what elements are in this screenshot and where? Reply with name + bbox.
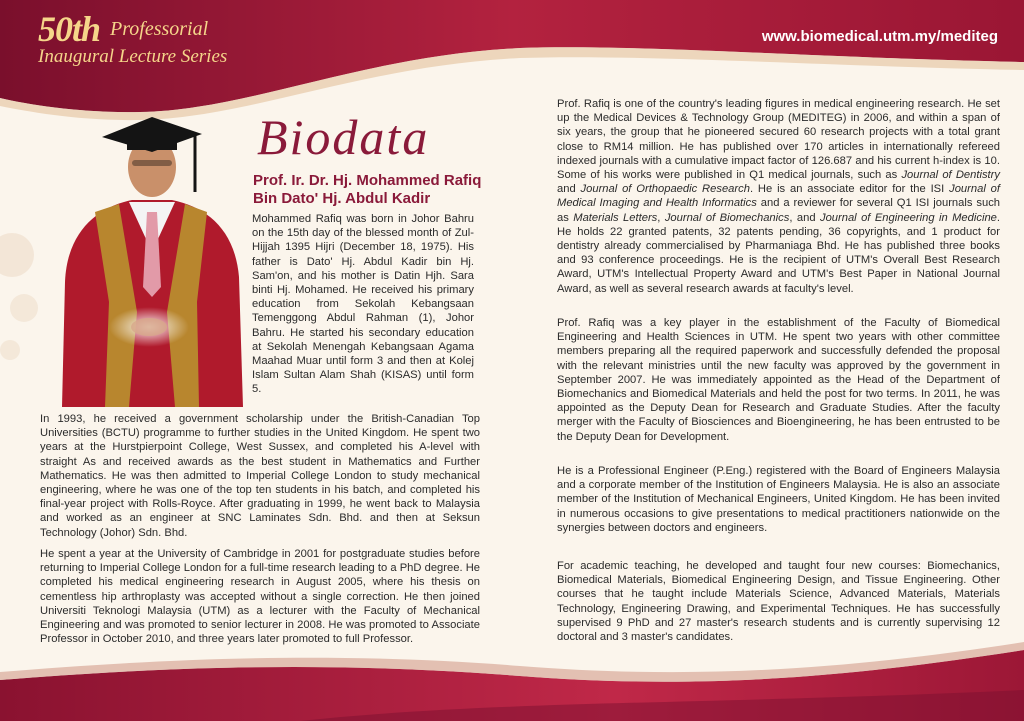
bio-paragraph-1: Mohammed Rafiq was born in Johor Bahru on the 15th day of the blessed month of Zul-Hijjah 1395 Hijri (December 18, 1975). His father is Dato' Hj. Abdul Kadir bin Hj. Sam'on, and his mother is Datin Hjh. Sara binti Hj. Mohamed. He received his primary education from Sekolah Kebangsaan Temenggong Abdul Rahman (1), Johor Bahru. He started his secondary education at Sekolah Menengah Kebangsaan Agama Maahad Muar until form 3 and then at Kolej Islam Sultan Alam Shah (KISAS) until form 5. <box>252 213 474 396</box>
bio-paragraph-4 <box>557 97 1000 296</box>
bio-paragraph-6: He is a Professional Engineer (P.Eng.) registered with the Board of Engineers Malaysia and a corporate member of the Institution of Engineers Malaysia. He is also an associate member of the Institution of Mechanical Engineers, United Kingdom. He has been invited in numerous occasions to give presentations to medical practitioners nationwide on the synergies between doctors and engineers. <box>557 465 1000 534</box>
p4-text-7: . He holds 22 granted patents, 32 patents pending, 36 copyrights, and 1 product for dentistry already commercialised by Pharmaniaga Bhd. He has published three books and 93 conference proceedings. He is the recipient of UTM's Overall Best Research Award, UTM's Intellectual Property Award and UTM's Best Paper in National Journal Award, as well as several research awards at faculty's level. <box>557 211 1000 295</box>
p4-text-3: . He is an associate editor for the ISI <box>749 183 950 196</box>
p4-text-1: Prof. Rafiq is one of the country's leading figures in medical engineering research. He set up the Medical Devices & Technology Group (MEDITEG) in 2006, and within a span of six years, the group that he pioneered secured 60 research projects with a total grant close to RM14 million. He has published over 170 articles in internationally refereed indexed journals with a cumulative impact factor of 126.687 and his current h-index is 10. Some of his works were published in Q1 medical journals, such as <box>557 98 1000 182</box>
journal-title: Journal of Orthopaedic Research <box>580 183 750 196</box>
bio-paragraph-2: In 1993, he received a government scholarship under the British-Canadian Top Universities (BCTU) programme to further studies in the United Kingdom. He spent two years at the Hurstpierpoint College, West Sussex, and completed his A-level with straight As and received awards as the best student in Mathematics and Further Mathematics. He was then admitted to Imperial College London to study mechanical engineering, where he was one of the top ten students in his batch, and completed his final-year project with Rolls-Royce. After graduating in 1999, he went back to Malaysia and worked as an engineer at SNC Laminates Sdn. Bhd. and then at Seksun Technology (Johor) Sdn. Bhd. <box>40 413 480 539</box>
series-line-2: Inaugural Lecture Series <box>38 46 228 67</box>
series-number: 50th <box>38 9 101 49</box>
portrait-photo <box>57 112 247 407</box>
website-url[interactable]: www.biomedical.utm.my/mediteg <box>761 28 998 45</box>
journal-title: Journal of Biomechanics <box>664 211 790 224</box>
journal-title: Journal of Medical Imaging and Health Informatics <box>557 183 1000 210</box>
series-line-1: Professorial <box>110 18 209 40</box>
bio-paragraph-5: Prof. Rafiq was a key player in the establishment of the Faculty of Biomedical Engineering and Health Sciences in UTM. He spent two years with other committee members preparing all the required paperwork and successfully defended the proposal with the relevant ministries until the new faculty was approved by the government in September 2007. He was immediately appointed as the Head of the Department of Biomechanics and Biomedical Materials and held the post for two terms. In 2011, he was appointed as the Deputy Dean for Research and Graduate Studies. After the faculty merger with the Faculty of Biosciences and Bioengineering, he has been entrusted to be the Deputy Dean for Development. <box>557 317 1000 443</box>
series-logo <box>38 8 228 67</box>
person-name-line-2: Bin Dato' Hj. Abdul Kadir <box>253 190 431 207</box>
p4-text-2: and <box>557 183 581 196</box>
bio-paragraph-3: He spent a year at the University of Cambridge in 2001 for postgraduate studies before returning to Imperial College London for a full-time research leading to a PhD degree. He completed his medical engineering research in August 2005, where his thesis on cementless hip arthroplasty was accepted without a single correction. He then joined Universiti Teknologi Malaysia (UTM) as a lecturer with the Faculty of Mechanical Engineering and was promoted to senior lecturer in 2008. He was promoted to Associate Professor in October 2010, and three years later promoted to full Professor. <box>40 548 480 646</box>
person-name-line-1: Prof. Ir. Dr. Hj. Mohammed Rafiq <box>253 172 482 189</box>
p4-text-5: , <box>657 211 665 224</box>
p4-text-6: , and <box>789 211 820 224</box>
journal-title: Journal of Engineering in Medicine <box>819 211 997 224</box>
person-name <box>253 172 481 208</box>
journal-title: Journal of Dentistry <box>901 169 1000 182</box>
page-title: Biodata <box>257 109 430 165</box>
p4-text-4: and a reviewer for several Q1 ISI journals such as <box>557 197 1001 224</box>
journal-title: Materials Letters <box>573 211 658 224</box>
bio-paragraph-7: For academic teaching, he developed and taught four new courses: Biomechanics, Biomedical Materials, Biomedical Engineering Design, and Tissue Engineering. Other courses that he taught include Materials Science, Advanced Materials, Materials Technology, Engineering Drawing, and Experimental Techniques. He has successfully supervised 9 PhD and 27 master's research students and is currently supervising 12 doctoral and 3 master's candidates. <box>557 560 1000 644</box>
